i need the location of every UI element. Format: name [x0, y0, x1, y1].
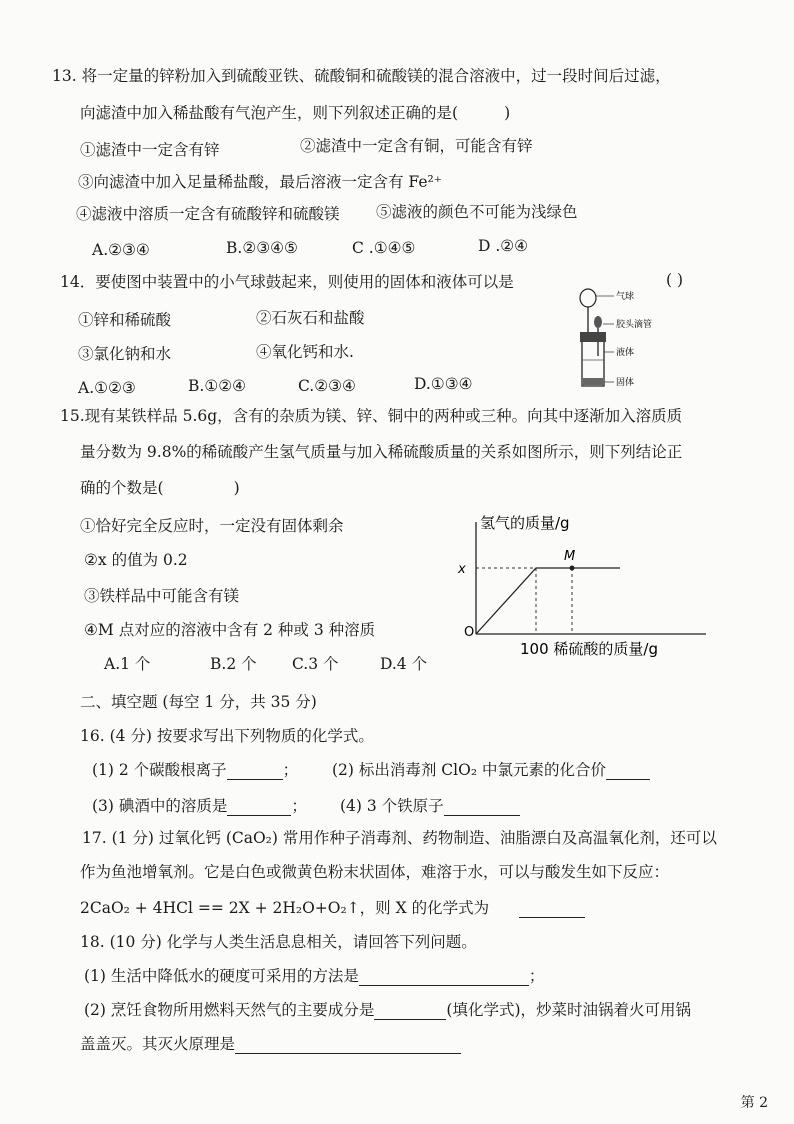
q13-statement-1: ①滤渣中一定含有锌 — [80, 141, 220, 159]
q17-line3: 2CaO₂ + 4HCl == 2X + 2H₂O+O₂↑，则 X 的化学式为 — [80, 898, 585, 918]
q13-line1: 13. 将一定量的锌粉加入到硫酸亚铁、硫酸铜和硫酸镁的混合溶液中，过一段时间后过滤， — [52, 67, 671, 85]
q13-option-d: D .②④ — [478, 237, 529, 255]
graph-y-tick: x — [458, 562, 466, 577]
q18-blank-3[interactable] — [235, 1037, 461, 1054]
q15-line3 — [80, 478, 240, 498]
q13-statement-3: ③向滤渣中加入足量稀盐酸，最后溶液一定含有 Fe²⁺ — [78, 173, 442, 191]
q16-part-2: (2) 标出消毒剂 ClO₂ 中氯元素的化合价 — [332, 760, 650, 780]
q15-paren-close: ) — [233, 479, 240, 497]
q18-part-1: (1) 生活中降低水的硬度可采用的方法是 ； — [84, 967, 545, 985]
page-number: 第 2 — [740, 1095, 768, 1111]
graph-point-label: M — [564, 549, 576, 564]
q18-blank-2[interactable] — [374, 1003, 446, 1020]
q15-line2: 量分数为 9.8%的稀硫酸产生氢气质量与加入稀硫酸质量的关系如图所示，则下列结论正 — [80, 443, 683, 461]
q14-option-d: D.①③④ — [414, 375, 473, 393]
q14-statement-2: ②石灰石和盐酸 — [256, 309, 365, 327]
q15-statement-1: ①恰好完全反应时，一定没有固体剩余 — [80, 517, 344, 535]
q14-paren: ( ) — [666, 271, 684, 289]
graph-origin: O — [464, 625, 475, 640]
q13-stem: 向滤渣中加入稀盐酸有气泡产生，则下列叙述正确的是( — [80, 104, 459, 122]
q15-stem-end: 确的个数是( — [80, 479, 164, 497]
q13-statement-2: ②滤渣中一定含有铜，可能含有锌 — [300, 137, 533, 155]
q15-option-b: B.2 个 — [210, 655, 257, 673]
q18-part-2-line2: 盖盖灭。其灭火原理是 — [80, 1034, 461, 1054]
q13-option-a: A.②③④ — [92, 241, 150, 259]
q18-part-2: (2) 烹饪食物所用燃料天然气的主要成分是 (填化学式)，炒菜时油锅着火可用锅 — [84, 1001, 691, 1019]
q15-statement-3: ③铁样品中可能含有镁 — [84, 587, 240, 605]
q16-part-4: (4) 3 个铁原子 — [340, 796, 520, 816]
q15-line1: 15.现有某铁样品 5.6g，含有的杂质为镁、锌、铜中的两种或三种。向其中逐渐加入溶质质 — [60, 407, 683, 425]
label-liquid: 液体 — [616, 348, 635, 358]
q16-part-3: (3) 碘酒中的溶质是 ； — [92, 797, 307, 815]
q15-option-d: D.4 个 — [380, 655, 428, 673]
apparatus-figure — [568, 286, 678, 392]
q17-line1: 17. (1 分) 过氧化钙 (CaO₂) 常用作种子消毒剂、药物制造、油脂漂白及高温氧化剂，还可以 — [82, 829, 717, 847]
q15-statement-4: ④M 点对应的溶液中含有 2 种或 3 种溶质 — [84, 621, 376, 639]
q16-blank-4[interactable] — [444, 799, 520, 816]
q17-line2: 作为鱼池增氧剂。它是白色或微黄色粉末状固体，难溶于水，可以与酸发生如下反应： — [80, 863, 670, 881]
q16-part-1: (1) 2 个碳酸根离子 ； — [92, 761, 299, 779]
q16-stem: 16. (4 分) 按要求写出下列物质的化学式。 — [80, 727, 374, 745]
q14-option-b: B.①②④ — [188, 377, 247, 395]
q16-blank-2[interactable] — [606, 763, 650, 780]
stopper-icon — [580, 332, 606, 342]
q16-blank-3[interactable] — [227, 799, 291, 816]
q18-stem: 18. (10 分) 化学与人类生活息息相关，请回答下列问题。 — [80, 933, 477, 951]
q15-option-a: A.1 个 — [104, 655, 151, 673]
q16-blank-1[interactable] — [227, 763, 283, 780]
q14-statement-1: ①锌和稀硫酸 — [78, 311, 172, 329]
q13-statement-5: ⑤滤液的颜色不可能为浅绿色 — [376, 203, 578, 221]
q14-statement-3: ③氯化钠和水 — [78, 345, 172, 363]
balloon-icon — [580, 289, 596, 307]
hydrogen-graph — [450, 512, 720, 658]
q17-blank[interactable] — [519, 901, 585, 918]
section-2-title: 二、填空题 (每空 1 分，共 35 分) — [80, 693, 317, 711]
q15-statement-2: ②x 的值为 0.2 — [84, 551, 188, 569]
q13-statement-4: ④滤液中溶质一定含有硫酸锌和硫酸镁 — [76, 205, 340, 223]
q13-line2 — [80, 103, 510, 123]
graph-x-label: 100 稀硫酸的质量/g — [520, 640, 658, 658]
label-dropper: 胶头滴管 — [616, 320, 653, 330]
label-solid: 固体 — [616, 378, 635, 388]
q14-option-a: A.①②③ — [78, 379, 136, 397]
q13-option-b: B.②③④⑤ — [226, 239, 298, 257]
dropper-icon — [594, 316, 602, 328]
graph-y-label: 氢气的质量/g — [480, 514, 570, 532]
label-balloon: 气球 — [616, 292, 635, 302]
q18-blank-1[interactable] — [359, 969, 529, 986]
reaction-curve — [476, 568, 620, 634]
q14-option-c: C.②③④ — [298, 377, 356, 395]
q15-option-c: C.3 个 — [292, 655, 339, 673]
q14-stem: 14．要使图中装置中的小气球鼓起来，则使用的固体和液体可以是 — [60, 273, 514, 291]
q13-paren-close: ) — [504, 104, 511, 122]
q13-option-c: C .①④⑤ — [352, 239, 416, 257]
point-m — [570, 566, 575, 571]
q14-statement-4: ④氧化钙和水. — [256, 343, 354, 361]
